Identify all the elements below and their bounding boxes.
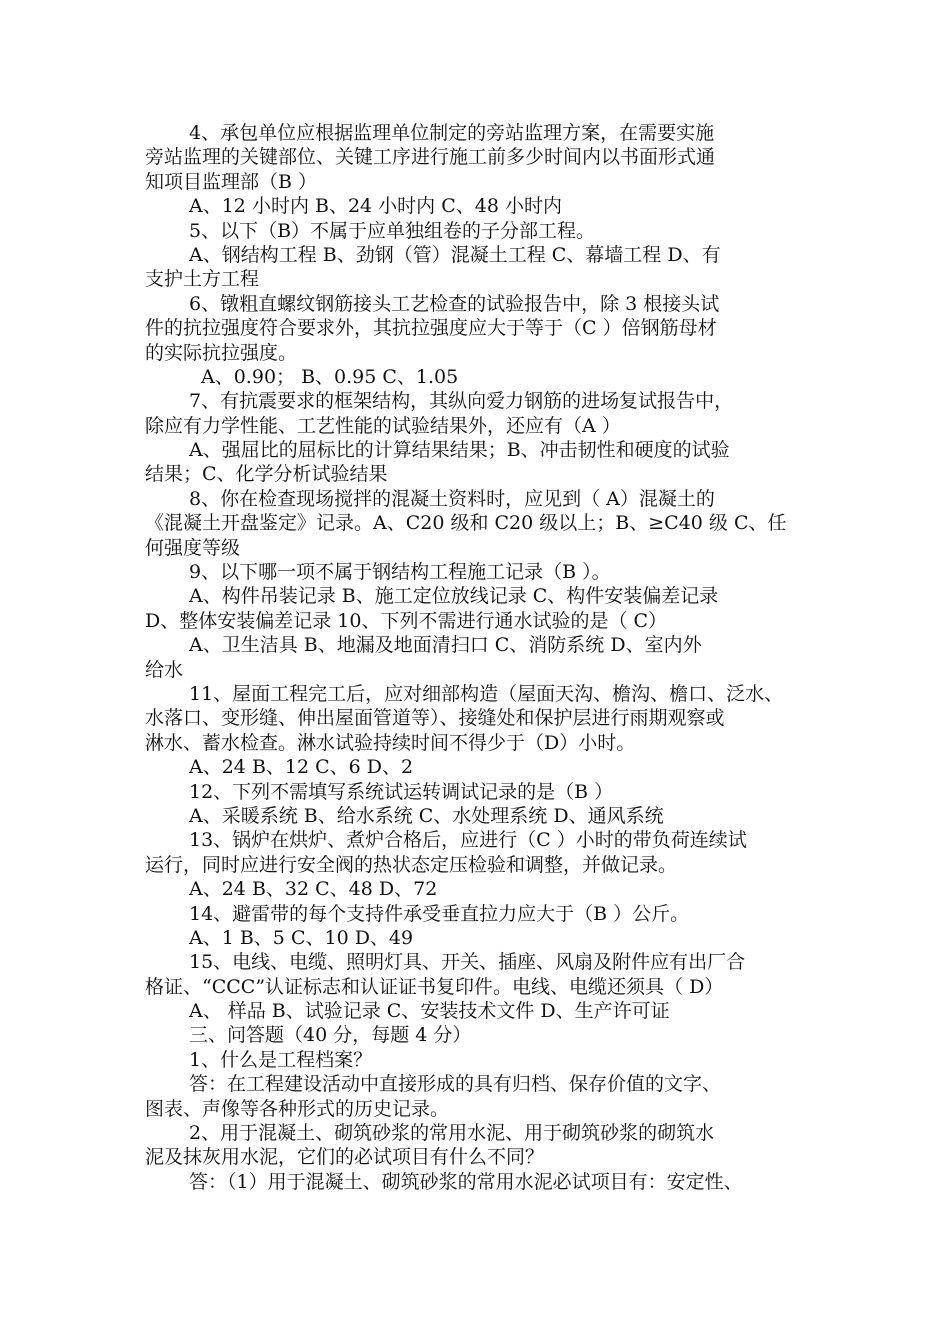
text-line: 知项目监理部（B ） [145,170,318,193]
text-line: D、整体安装偏差记录 10、下列不需进行通水试验的是（ C） [145,609,668,632]
text-line: A、采暖系统 B、给水系统 C、水处理系统 D、通风系统 [189,804,664,827]
text-line: 11、屋面工程完工后，应对细部构造（屋面天沟、檐沟、檐口、泛水、 [189,682,784,705]
text-line: 的实际抗拉强度。 [145,341,298,364]
text-line: A、1 B、5 C、10 D、49 [189,926,414,949]
text-line: 泥及抹灰用水泥，它们的必试项目有什么不同？ [145,1146,545,1169]
text-line: 件的抗拉强度符合要求外，其抗拉强度应大于等于（C ）倍钢筋母材 [145,317,717,340]
text-line: A、强屈比的屈标比的计算结果结果；B、冲击韧性和硬度的试验 [189,439,730,462]
text-line: 给水 [145,658,184,681]
text-line: 三、问答题（40 分，每题 4 分） [189,1024,472,1047]
text-line: 4、承包单位应根据监理单位制定的旁站监理方案，在需要实施 [189,122,715,144]
text-line: 水落口、变形缝、伸出屋面管道等）、接缝处和保护层进行雨期观察或 [145,707,725,730]
text-line: A、24 B、12 C、6 D、2 [189,756,414,779]
text-line: 《混凝土开盘鉴定》记录。A、C20 级和 C20 级以上；B、≥C40 级 C、任 [145,512,787,535]
text-line: A、构件吊装记录 B、施工定位放线记录 C、构件安装偏差记录 [189,585,719,608]
text-line: A、24 B、32 C、48 D、72 [189,878,438,901]
text-line: 9、以下哪一项不属于钢结构工程施工记录（B ）。 [189,561,611,584]
text-line: 运行，同时应进行安全阀的热状态定压检验和调整，并做记录。 [145,853,678,876]
text-line: 结果；C、化学分析试验结果 [145,463,388,486]
text-line: 答：在工程建设活动中直接形成的具有归档、保存价值的文字、 [189,1073,722,1096]
text-line: 1、什么是工程档案？ [189,1048,373,1071]
text-line: 12、下列不需填写系统试运转调试记录的是（B ） [189,780,614,803]
text-line: 6、镦粗直螺纹钢筋接头工艺检查的试验报告中，除 3 根接头试 [189,292,720,315]
text-line: 14、避雷带的每个支持件承受垂直拉力应大于（B ）公斤。 [189,902,690,925]
text-line: 旁站监理的关键部位、关键工序进行施工前多少时间内以书面形式通 [145,146,716,169]
text-line: 8、你在检查现场搅拌的混凝土资料时，应见到（ A）混凝土的 [189,487,715,510]
text-line: 答：（1）用于混凝土、砌筑砂浆的常用水泥必试项目有：安定性、 [189,1170,743,1193]
text-line: A、12 小时内 B、24 小时内 C、48 小时内 [189,195,562,218]
text-line: 2、用于混凝土、砌筑砂浆的常用水泥、用于砌筑砂浆的砌筑水 [189,1122,715,1145]
text-line: 5、以下（B）不属于应单独组卷的子分部工程。 [189,219,596,242]
text-line: 除应有力学性能、工艺性能的试验结果外，还应有（A ） [145,414,621,437]
text-line: 图表、声像等各种形式的历史记录。 [145,1097,450,1120]
text-line: A、0.90； B、0.95 C、1.05 [201,365,459,388]
text-line: 格证、“CCC”认证标志和认证证书复印件。电线、电缆还须具（ D） [145,975,724,998]
text-line: 15、电线、电缆、照明灯具、开关、插座、风扇及附件应有出厂合 [189,951,746,974]
document-body [145,121,825,1194]
text-line: A、 样品 B、试验记录 C、安装技术文件 D、生产许可证 [189,1000,670,1023]
text-line: 支护土方工程 [145,268,260,291]
text-line: A、钢结构工程 B、劲钢（管）混凝土工程 C、幕墙工程 D、有 [189,243,721,266]
text-line: 何强度等级 [145,536,241,559]
text-line: 13、锅炉在烘炉、煮炉合格后，应进行（C ）小时的带负荷连续试 [189,829,747,852]
text-line: 淋水、蓄水检查。淋水试验持续时间不得少于（D）小时。 [145,731,636,754]
text-line: A、卫生洁具 B、地漏及地面清扫口 C、消防系统 D、室内外 [189,634,702,657]
text-line: 7、有抗震要求的框架结构，其纵向爱力钢筋的进场复试报告中， [189,390,734,413]
